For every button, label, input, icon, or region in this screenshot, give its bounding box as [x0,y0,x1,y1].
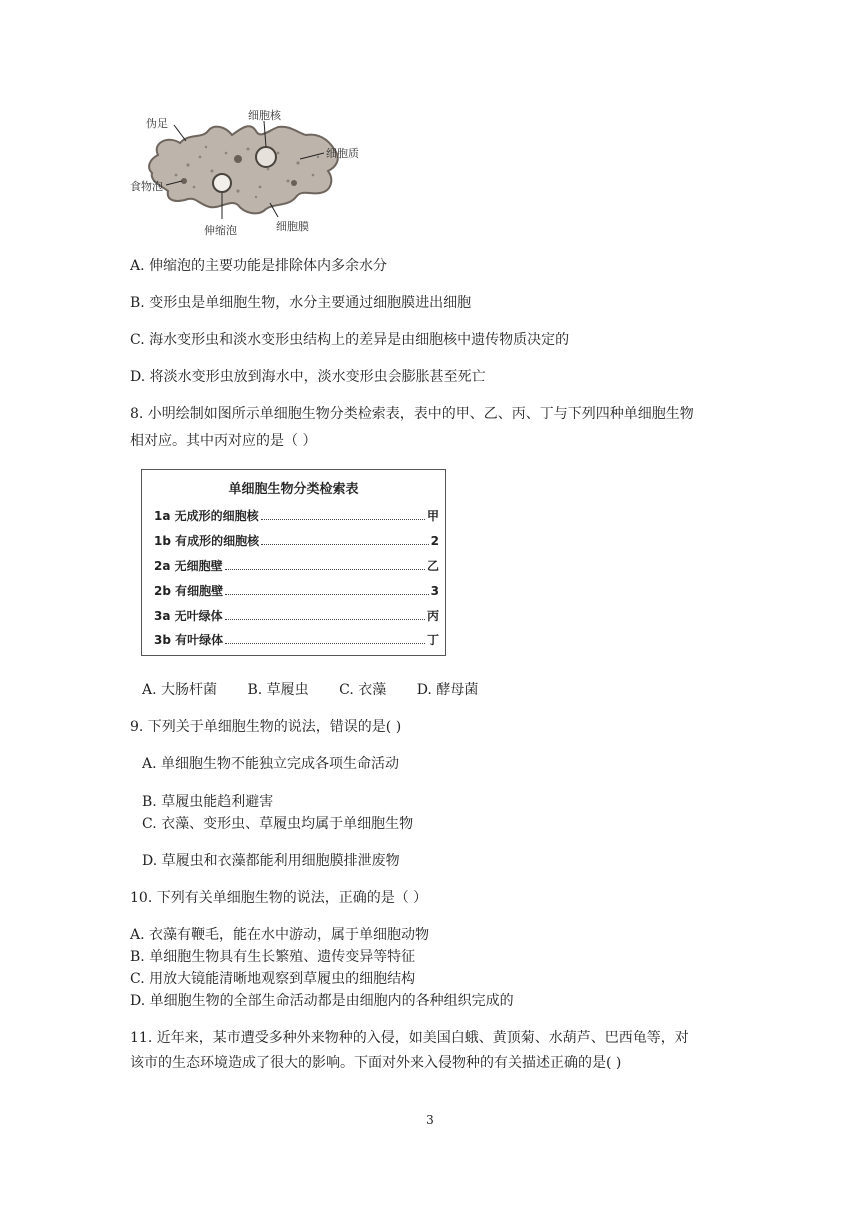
key-row-criterion: 3b 有叶绿体 [154,633,224,647]
key-row-criterion: 3a 无叶绿体 [154,609,223,623]
q8-option-c: C. 衣藻 [339,682,387,698]
key-row [154,607,439,625]
key-leader-dots [261,544,429,545]
q11-stem-line1: 11. 近年来，某市遭受多种外来物种的入侵，如美国白蛾、黄顶菊、水葫芦、巴西龟等，对 [130,1030,689,1046]
amoeba-diagram [128,105,368,240]
label-contractile-vacuole: 伸缩泡 [204,224,237,237]
key-row-criterion: 1a 无成形的细胞核 [154,509,259,523]
key-leader-dots [225,594,429,595]
key-leader-dots [261,519,425,520]
label-nucleus: 细胞核 [248,109,281,122]
classification-key-table [141,469,446,656]
key-row-criterion: 1b 有成形的细胞核 [154,534,260,548]
nucleus-shape [256,147,276,167]
q8-stem-line2: 相对应。其中丙对应的是（ ） [130,433,317,449]
label-food-vacuole: 食物泡 [130,180,163,193]
q8-option-a: A. 大肠杆菌 [142,682,218,698]
key-title: 单细胞生物分类检索表 [228,482,359,497]
q9-stem: 9. 下列关于单细胞生物的说法，错误的是( ) [130,719,402,735]
q8-options [142,681,504,699]
label-cytoplasm: 细胞质 [326,147,359,160]
q9-option-c: C. 衣藻、变形虫、草履虫均属于单细胞生物 [142,816,414,832]
key-row-result: 3 [430,584,439,598]
key-leader-dots [225,569,425,570]
q10-option-a: A. 衣藻有鞭毛，能在水中游动，属于单细胞动物 [130,927,430,943]
key-row-criterion: 2a 无细胞壁 [154,559,223,573]
q7-option-d: D. 将淡水变形虫放到海水中，淡水变形虫会膨胀甚至死亡 [130,369,486,385]
key-row [154,582,439,600]
key-row [154,557,439,575]
key-row-result: 丁 [426,633,439,647]
q11-stem-line2: 该市的生态环境造成了很大的影响。下面对外来入侵物种的有关描述正确的是( ) [130,1055,622,1071]
q10-option-b: B. 单细胞生物具有生长繁殖、遗传变异等特征 [130,949,416,965]
q7-option-c: C. 海水变形虫和淡水变形虫结构上的差异是由细胞核中遗传物质决定的 [130,332,570,348]
q10-option-c: C. 用放大镜能清晰地观察到草履虫的细胞结构 [130,971,416,987]
q8-stem-line1: 8. 小明绘制如图所示单细胞生物分类检索表，表中的甲、乙、丙、丁与下列四种单细胞生物 [130,406,694,422]
key-row-result: 甲 [426,509,439,523]
q8-option-d: D. 酵母菌 [416,682,479,698]
key-row-result: 2 [430,534,439,548]
key-leader-dots [225,619,425,620]
q7-option-b: B. 变形虫是单细胞生物，水分主要通过细胞膜进出细胞 [130,295,472,311]
q7-option-a: A. 伸缩泡的主要功能是排除体内多余水分 [130,258,388,274]
label-pseudopod: 伪足 [146,117,168,130]
q10-stem: 10. 下列有关单细胞生物的说法，正确的是（ ） [130,890,428,906]
page-number: 3 [426,1113,434,1127]
key-row-result: 丙 [426,609,439,623]
key-row [154,631,439,649]
key-row [154,507,439,525]
label-cell-membrane: 细胞膜 [276,220,309,233]
q9-option-b: B. 草履虫能趋利避害 [142,794,274,810]
q9-option-d: D. 草履虫和衣藻都能利用细胞膜排泄废物 [142,853,400,869]
key-leader-dots [225,643,425,644]
key-row-result: 乙 [426,559,439,573]
q10-option-d: D. 单细胞生物的全部生命活动都是由细胞内的各种组织完成的 [130,993,514,1009]
key-row-criterion: 2b 有细胞壁 [154,584,224,598]
q9-option-a: A. 单细胞生物不能独立完成各项生命活动 [142,756,400,772]
contractile-vacuole-shape [213,174,231,192]
key-row [154,532,439,550]
food-vacuole-shape [234,155,242,163]
q8-option-b: B. 草履虫 [247,682,309,698]
